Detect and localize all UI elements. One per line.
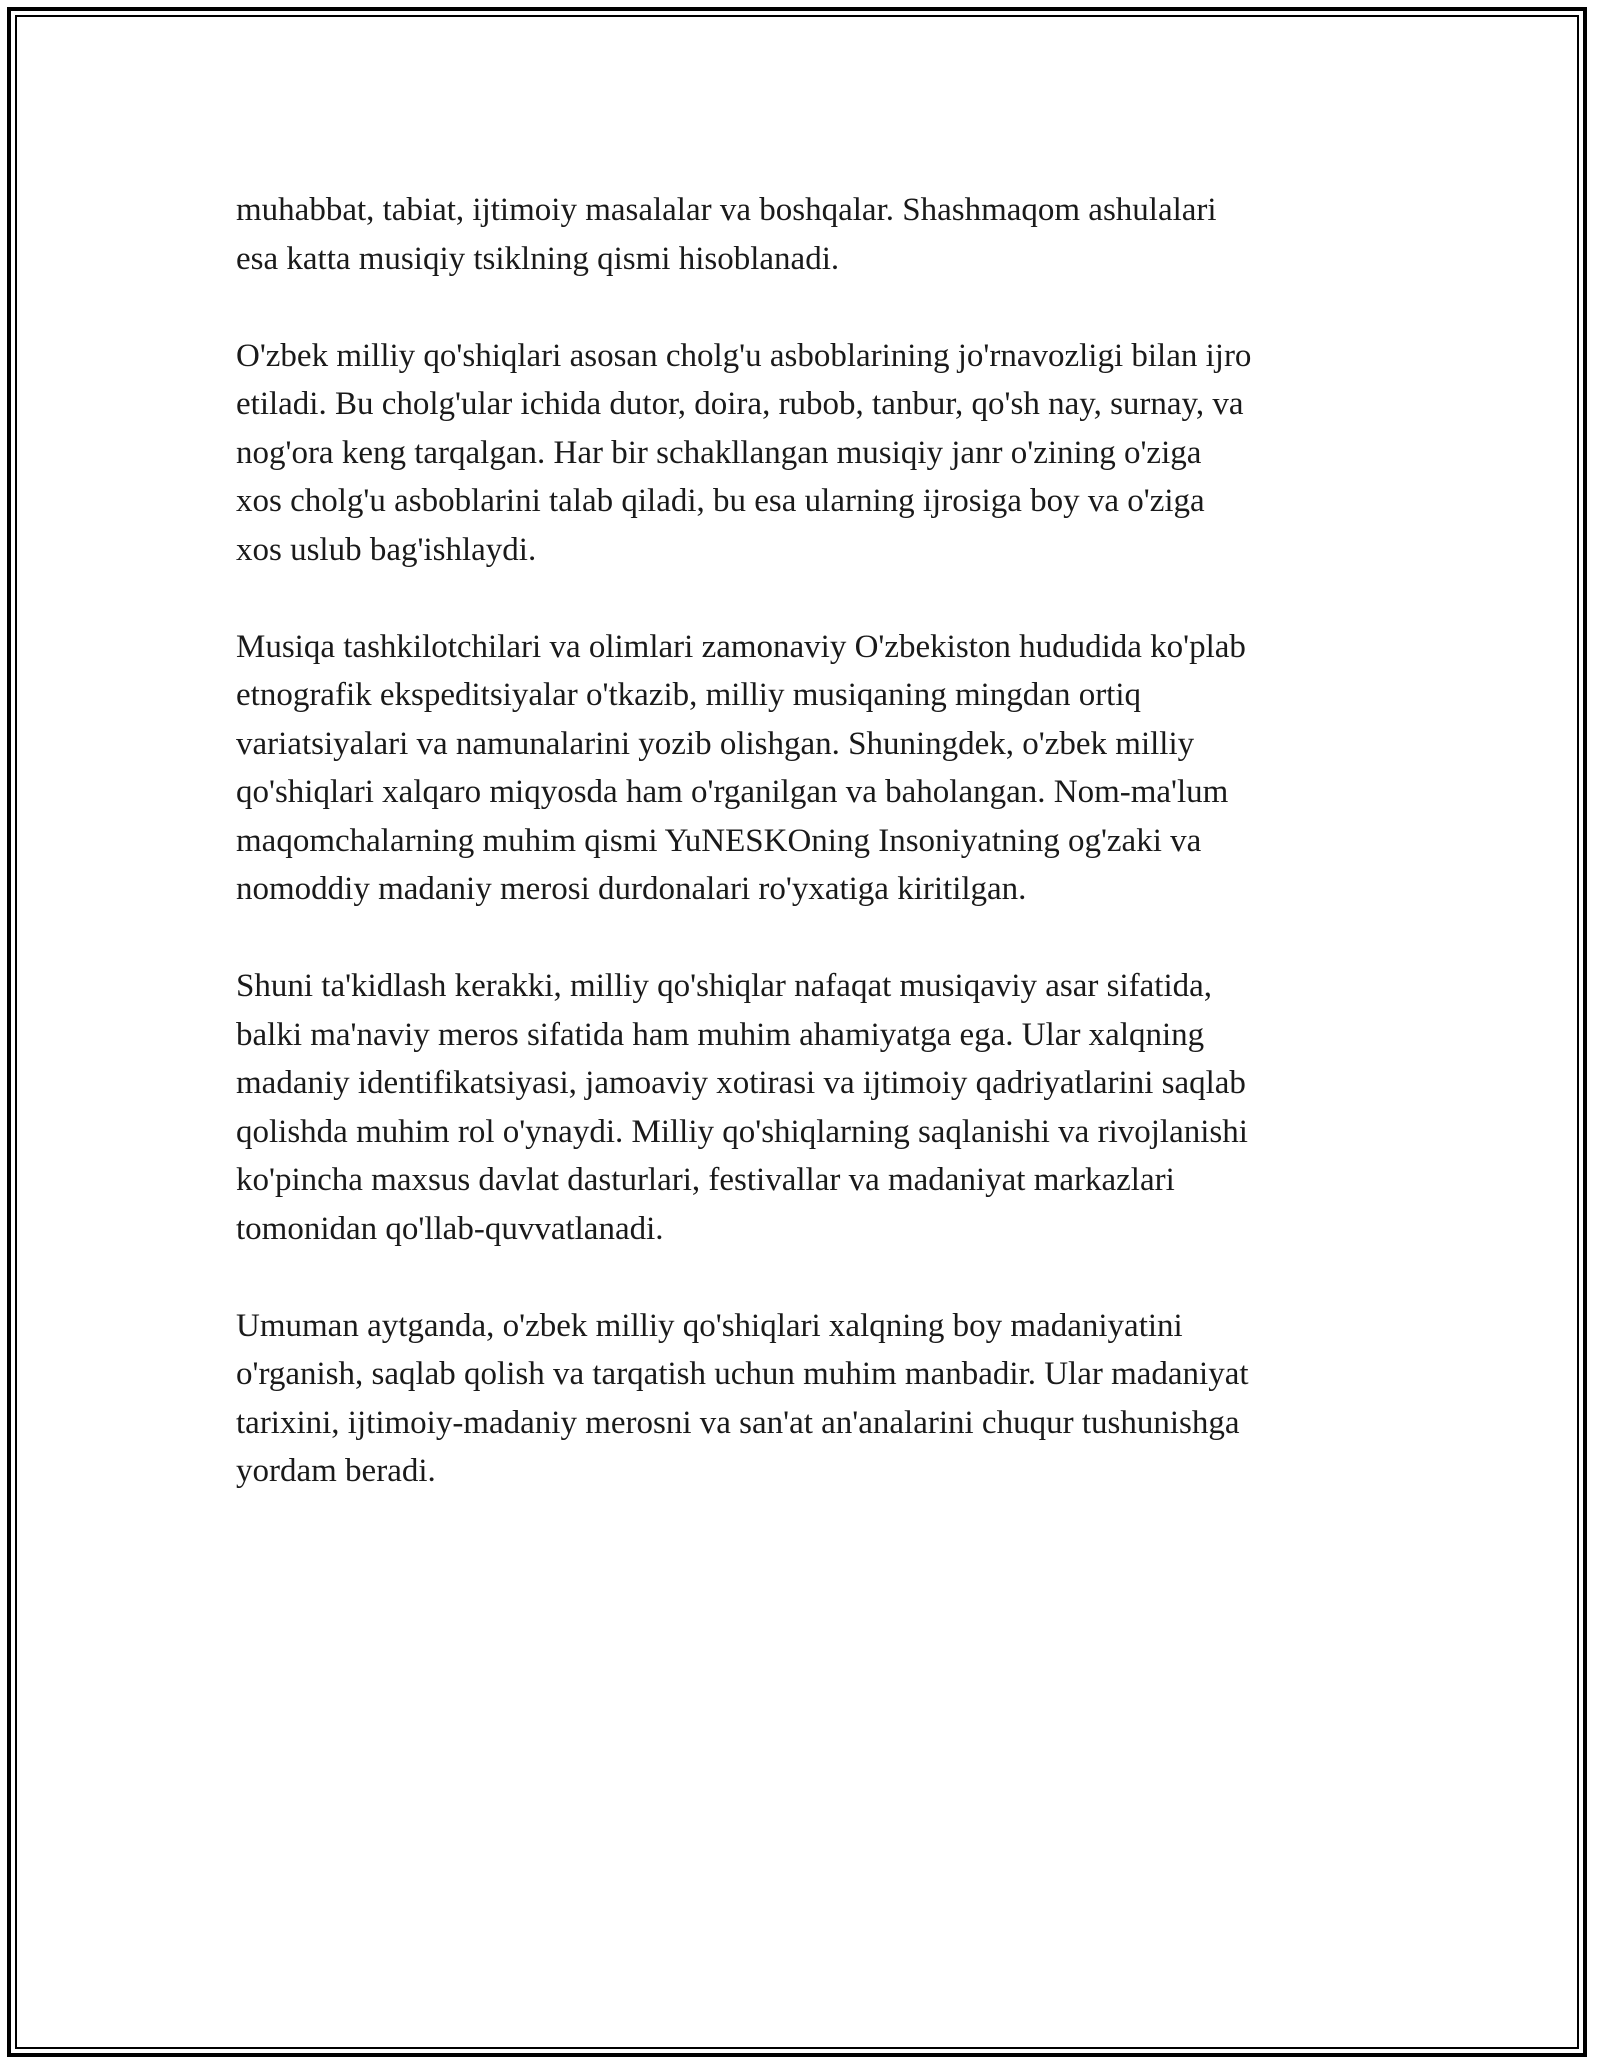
text-line: O'zbek milliy qo'shiqlari asosan cholg'u asboblarining jo'rnavozligi bilan ijro [236, 337, 1252, 374]
text-line: Shuni ta'kidlash kerakki, milliy qo'shiqlar nafaqat musiqaviy asar sifatida, [236, 968, 1213, 1004]
paragraph-1 [236, 186, 1366, 283]
text-line: tarixini, ijtimoiy-madaniy merosni va san'at an'analarini chuqur tushunishga [236, 1404, 1240, 1441]
paragraph-3 [236, 623, 1366, 914]
text-line: xos uslub bag'ishlaydi. [236, 531, 537, 568]
text-line: xos cholg'u asboblarini talab qiladi, bu esa ularning ijrosiga boy va o'ziga [236, 483, 1205, 519]
text-line: o'rganish, saqlab qolish va tarqatish uchun muhim manbadir. Ular madaniyat [236, 1356, 1249, 1392]
text-line: variatsiyalari va namunalarini yozib olishgan. Shuningdek, o'zbek milliy [236, 725, 1195, 762]
text-line: balki ma'naviy meros sifatida ham muhim ahamiyatga ega. Ular xalqning [236, 1016, 1205, 1053]
text-line: tomonidan qo'llab-quvvatlanadi. [236, 1210, 664, 1247]
text-line: yordam beradi. [236, 1453, 436, 1489]
document-body [236, 186, 1366, 1544]
text-line: madaniy identifikatsiyasi, jamoaviy xotirasi va ijtimoiy qadriyatlarini saqlab [236, 1065, 1246, 1101]
text-line: etiladi. Bu cholg'ular ichida dutor, doira, rubob, tanbur, qo'sh nay, surnay, va [236, 386, 1244, 422]
paragraph-2 [236, 332, 1366, 575]
text-line: ko'pincha maxsus davlat dasturlari, festivallar va madaniyat markazlari [236, 1162, 1175, 1198]
paragraph-4 [236, 962, 1366, 1253]
text-line: nomoddiy madaniy merosi durdonalari ro'yxatiga kiritilgan. [236, 871, 1027, 907]
text-line: etnografik ekspeditsiyalar o'tkazib, milliy musiqaning mingdan ortiq [236, 677, 1142, 713]
text-line: nog'ora keng tarqalgan. Har bir schakllangan musiqiy janr o'zining o'ziga [236, 434, 1202, 471]
text-line: maqomchalarning muhim qismi YuNESKOning Insoniyatning og'zaki va [236, 822, 1202, 859]
text-line: Umuman aytganda, o'zbek milliy qo'shiqlari xalqning boy madaniyatini [236, 1307, 1183, 1344]
text-line: esa katta musiqiy tsiklning qismi hisoblanadi. [236, 240, 840, 277]
paragraph-5 [236, 1302, 1366, 1496]
text-line: qolishda muhim rol o'ynaydi. Milliy qo'shiqlarning saqlanishi va rivojlanishi [236, 1113, 1248, 1150]
text-line: muhabbat, tabiat, ijtimoiy masalalar va boshqalar. Shashmaqom ashulalari [236, 192, 1217, 228]
text-line: qo'shiqlari xalqaro miqyosda ham o'rganilgan va baholangan. Nom-ma'lum [236, 774, 1229, 810]
text-line: Musiqa tashkilotchilari va olimlari zamonaviy O'zbekiston hududida ko'plab [236, 628, 1246, 665]
